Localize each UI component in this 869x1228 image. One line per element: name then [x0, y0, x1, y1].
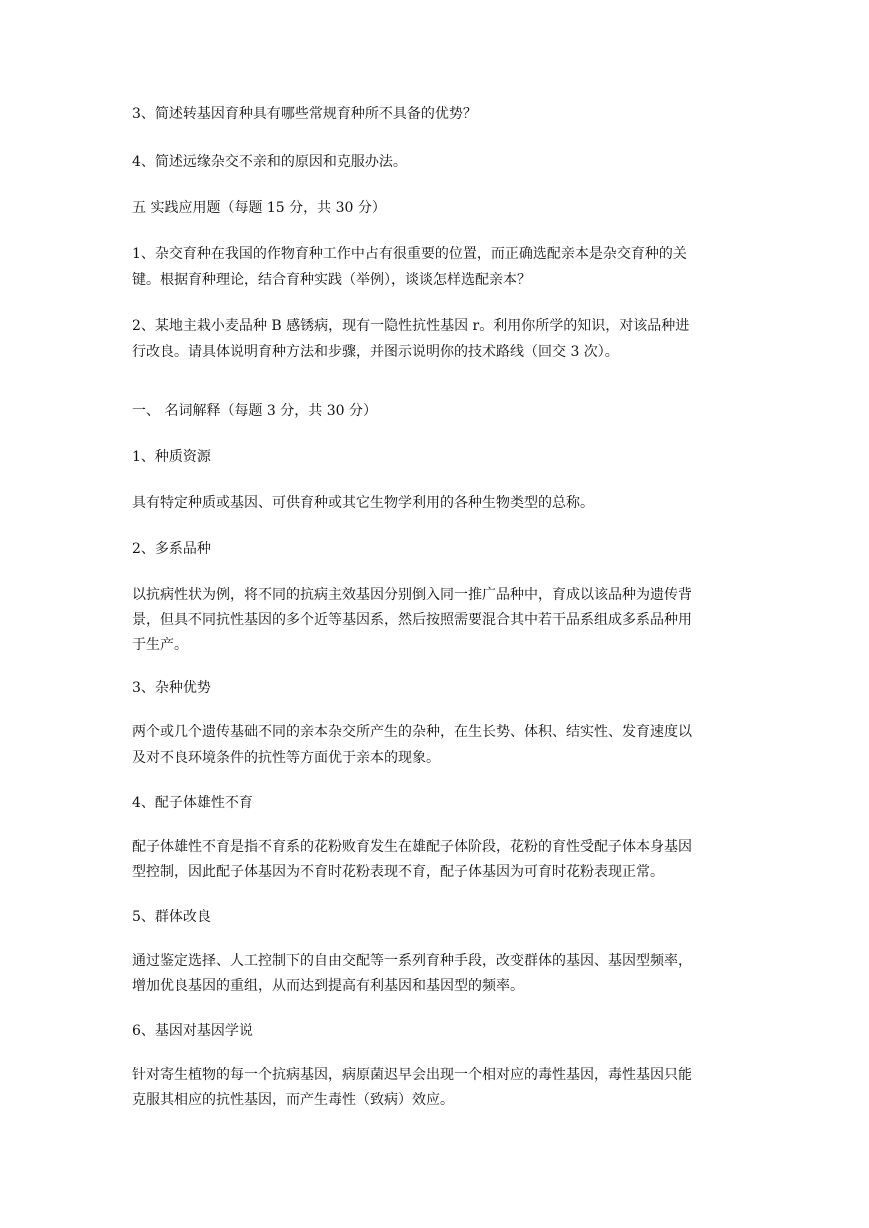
term-6-definition-line-1: 针对寄生植物的每一个抗病基因，病原菌迟早会出现一个相对应的毒性基因，毒性基因只能 — [132, 1067, 692, 1083]
section-heading-terms: 一、 名词解释（每题 3 分，共 30 分） — [132, 403, 377, 419]
term-1-title: 1、种质资源 — [132, 449, 211, 465]
term-5-definition-line-2: 增加优良基因的重组，从而达到提高有利基因和基因型的频率。 — [132, 978, 524, 994]
term-4-definition-line-1: 配子体雄性不育是指不育系的花粉败育发生在雄配子体阶段，花粉的育性受配子体本身基因 — [132, 839, 692, 855]
term-2-title: 2、多系品种 — [132, 541, 211, 557]
term-5-title: 5、群体改良 — [132, 909, 211, 925]
term-6-definition-line-2: 克服其相应的抗性基因，而产生毒性（致病）效应。 — [132, 1092, 454, 1108]
section-heading-practice: 五 实践应用题（每题 15 分，共 30 分） — [132, 200, 386, 216]
term-4-definition-line-2: 型控制，因此配子体基因为不育时花粉表现不育，配子体基因为可育时花粉表现正常。 — [132, 864, 664, 880]
question-3: 3、简述转基因育种具有哪些常规育种所不具备的优势？ — [132, 106, 477, 122]
term-1-definition: 具有特定种质或基因、可供育种或其它生物学利用的各种生物类型的总称。 — [132, 495, 594, 511]
term-2-definition-line-2: 景，但具不同抗性基因的多个近等基因系，然后按照需要混合其中若干品系组成多系品种用 — [132, 612, 692, 628]
practice-question-2-line-1: 2、某地主栽小麦品种 B 感锈病，现有一隐性抗性基因 r。利用你所学的知识，对该品种进 — [132, 318, 690, 334]
term-3-definition-line-2: 及对不良环境条件的抗性等方面优于亲本的现象。 — [132, 750, 440, 766]
practice-question-2-line-2: 行改良。请具体说明育种方法和步骤，并图示说明你的技术路线（回交 3 次）。 — [132, 344, 619, 360]
question-4: 4、简述远缘杂交不亲和的原因和克服办法。 — [132, 154, 407, 170]
practice-question-1-line-2: 键。根据育种理论，结合育种实践（举例），谈谈怎样选配亲本？ — [132, 272, 531, 288]
term-6-title: 6、基因对基因学说 — [132, 1023, 253, 1039]
term-2-definition-line-1: 以抗病性状为例，将不同的抗病主效基因分别倒入同一推广品种中，育成以该品种为遗传背 — [132, 587, 692, 603]
practice-question-1-line-1: 1、杂交育种在我国的作物育种工作中占有很重要的位置，而正确选配亲本是杂交育种的关 — [132, 246, 687, 262]
term-5-definition-line-1: 通过鉴定选择、人工控制下的自由交配等一系列育种手段，改变群体的基因、基因型频率， — [132, 953, 692, 969]
term-2-definition-line-3: 于生产。 — [132, 637, 188, 653]
term-4-title: 4、配子体雄性不育 — [132, 795, 253, 811]
term-3-definition-line-1: 两个或几个遗传基础不同的亲本杂交所产生的杂种，在生长势、体积、结实性、发育速度以 — [132, 724, 692, 740]
term-3-title: 3、杂种优势 — [132, 680, 211, 696]
